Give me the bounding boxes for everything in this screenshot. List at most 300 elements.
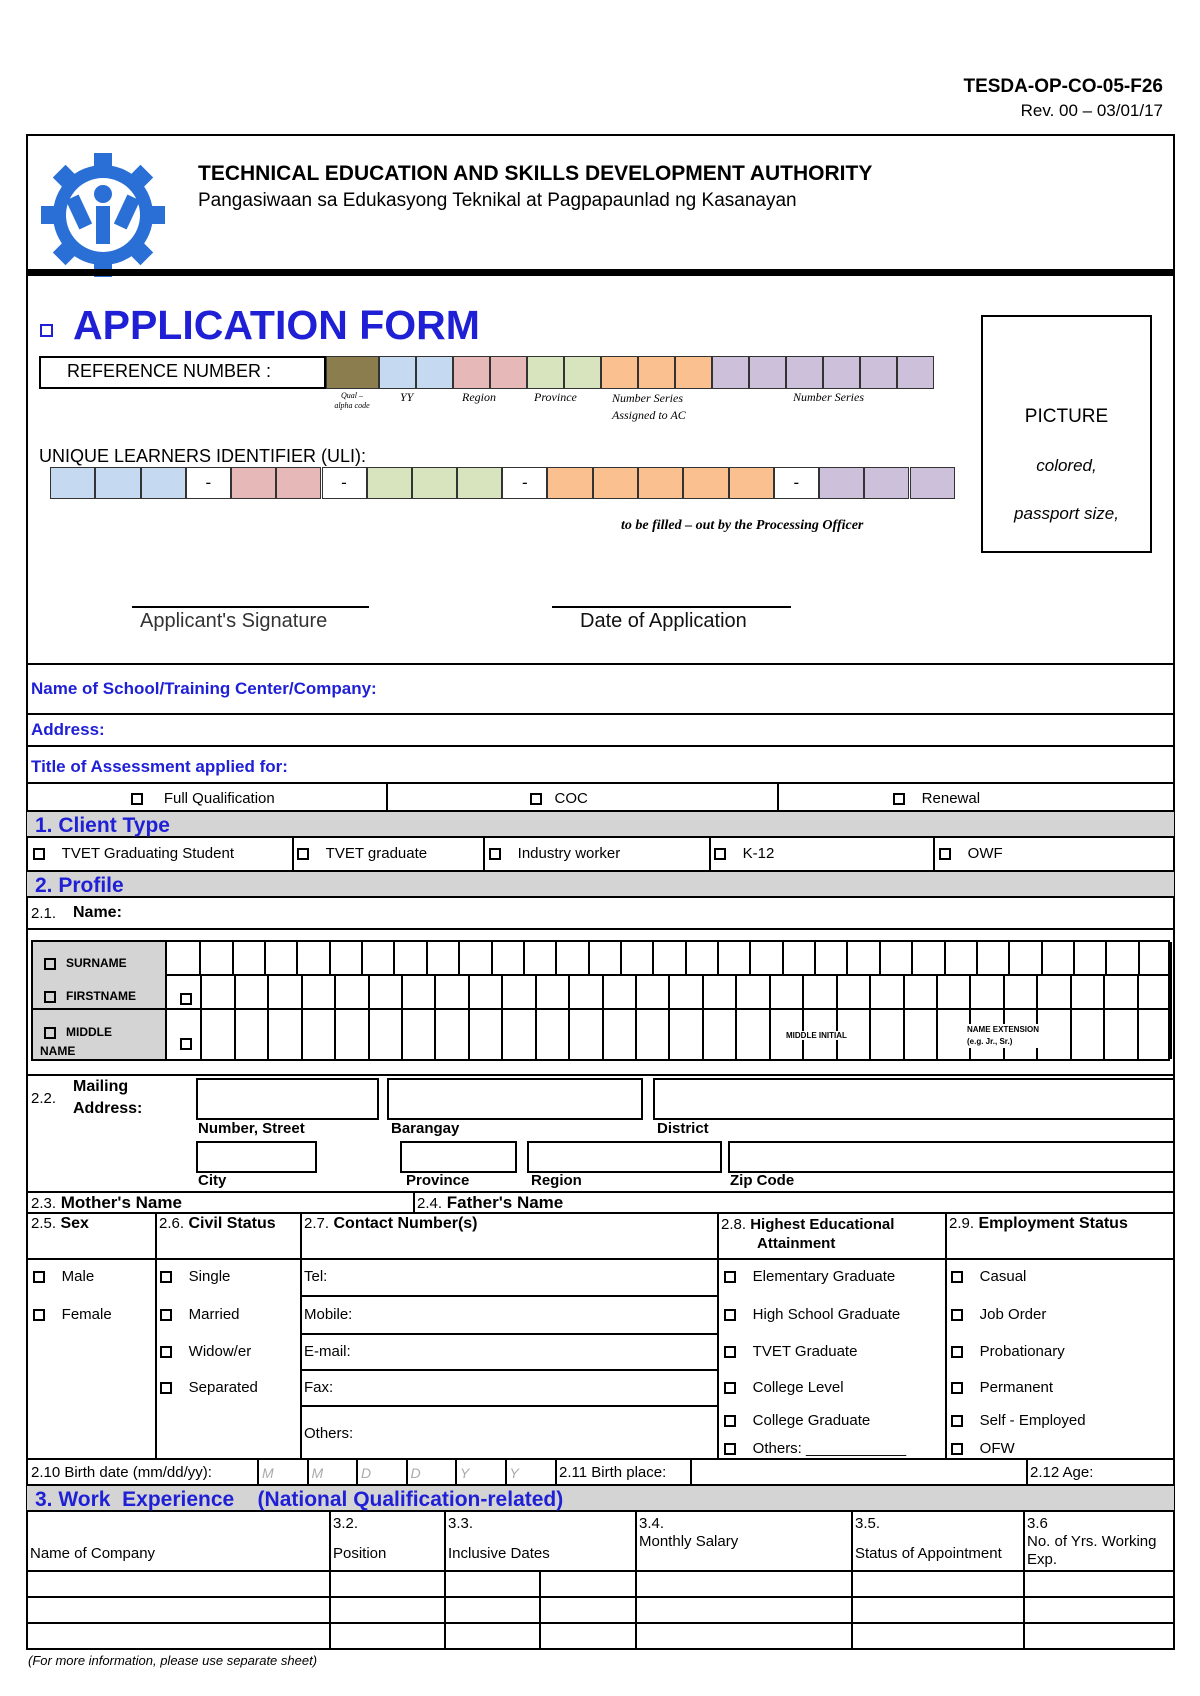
ref-caption-region: Region	[462, 390, 496, 404]
rule	[1170, 975, 1172, 1009]
uli-cell[interactable]	[547, 467, 592, 499]
rule	[26, 1622, 1175, 1624]
fax-field[interactable]: Fax:	[304, 1379, 334, 1396]
reference-cell[interactable]	[786, 356, 823, 389]
rule	[685, 942, 687, 975]
rule	[368, 975, 370, 1009]
rule	[361, 942, 363, 975]
checkbox[interactable]	[724, 1382, 736, 1394]
checkbox[interactable]	[489, 848, 501, 860]
reference-cell[interactable]	[453, 356, 490, 389]
education-3[interactable]	[724, 1379, 844, 1396]
rule	[936, 975, 938, 1009]
rule	[568, 975, 570, 1009]
father-label: Father's Name	[446, 1193, 564, 1212]
rule	[1138, 942, 1140, 975]
education-label: Highest Educational	[750, 1216, 895, 1233]
rule	[588, 942, 590, 975]
father-number: 2.4.	[417, 1195, 443, 1212]
name-label: Name:	[73, 904, 122, 921]
rule	[26, 663, 1175, 665]
date-line	[552, 606, 791, 608]
mailing-label-2: Address:	[73, 1100, 143, 1117]
uli-label: UNIQUE LEARNERS IDENTIFIER (ULI):	[39, 446, 367, 466]
employment-2[interactable]	[951, 1343, 1065, 1360]
rule	[1170, 942, 1172, 975]
rule	[777, 782, 779, 810]
middlename-label: MIDDLE	[66, 1025, 113, 1039]
rule	[1041, 942, 1043, 975]
rule	[735, 1009, 737, 1059]
rule	[1170, 1009, 1172, 1059]
city-label: City	[198, 1172, 227, 1189]
reference-label: REFERENCE NUMBER :	[67, 361, 272, 381]
civil-header	[159, 1215, 276, 1233]
rule	[903, 975, 905, 1009]
option-label: Probationary	[979, 1343, 1065, 1360]
uli-cell[interactable]	[910, 467, 955, 499]
street-field[interactable]	[196, 1078, 379, 1120]
uli-cell[interactable]	[231, 467, 276, 499]
rule	[1137, 1009, 1139, 1059]
rule	[155, 1212, 157, 1458]
rule	[769, 1009, 771, 1059]
tesda-logo-icon	[38, 150, 168, 280]
rule	[413, 1191, 415, 1212]
rule	[300, 1212, 302, 1458]
name-extension-text: NAME EXTENSION	[967, 1025, 1040, 1034]
birthdate-label: 2.10 Birth date (mm/dd/yy):	[31, 1464, 212, 1481]
rule	[232, 942, 234, 975]
middle-initial-label: MIDDLE INITIAL	[786, 1031, 847, 1040]
option-label: Full Qualification	[163, 790, 275, 807]
title-checkbox[interactable]	[40, 324, 53, 337]
employment-0[interactable]	[951, 1268, 1026, 1285]
civil-label: Civil Status	[188, 1215, 276, 1232]
rule	[26, 1570, 1175, 1572]
tel-field[interactable]: Tel:	[304, 1268, 328, 1285]
rule	[945, 1212, 947, 1458]
checkbox[interactable]	[44, 1027, 56, 1039]
checkbox[interactable]	[724, 1309, 736, 1321]
option-label: OWF	[967, 845, 1003, 862]
option-label: Male	[61, 1268, 95, 1285]
rule	[501, 975, 503, 1009]
rule	[468, 975, 470, 1009]
checkbox[interactable]	[893, 793, 905, 805]
header-rule	[26, 269, 1175, 276]
employment-3[interactable]	[951, 1379, 1053, 1396]
rule	[1137, 975, 1139, 1009]
reference-cell[interactable]	[601, 356, 638, 389]
footer-note: (For more information, please use separate sheet)	[28, 1653, 318, 1668]
date-of-application-label: Date of Application	[580, 610, 747, 632]
rule	[393, 942, 395, 975]
uli-cell[interactable]	[367, 467, 412, 499]
education-label-2: Attainment	[757, 1235, 836, 1252]
checkbox[interactable]	[724, 1443, 736, 1455]
reference-cell[interactable]	[638, 356, 675, 389]
uli-cell[interactable]	[819, 467, 864, 499]
option-full-qualification[interactable]	[131, 790, 275, 807]
education-5[interactable]	[724, 1440, 906, 1457]
option-label: TVET Graduating Student	[61, 845, 234, 862]
others-field[interactable]: Others:	[304, 1425, 354, 1442]
rule	[267, 1009, 269, 1059]
rule	[368, 1009, 370, 1059]
option-label: Single	[188, 1268, 231, 1285]
rule	[401, 1009, 403, 1059]
processing-note: to be filled – out by the Processing Officer	[621, 518, 864, 533]
option-label: Female	[61, 1306, 112, 1323]
checkbox[interactable]	[530, 793, 542, 805]
rule	[635, 1512, 637, 1650]
uli-cell[interactable]	[864, 467, 909, 499]
rule	[406, 1458, 408, 1484]
reference-cell[interactable]	[564, 356, 601, 389]
province-field[interactable]	[400, 1141, 517, 1173]
birthplace-label: 2.11 Birth place:	[559, 1464, 667, 1481]
checkbox[interactable]	[33, 1271, 45, 1283]
rule	[836, 975, 838, 1009]
rule	[434, 1009, 436, 1059]
form-title: APPLICATION FORM	[73, 302, 480, 348]
checkbox[interactable]	[724, 1271, 736, 1283]
rule	[501, 1009, 503, 1059]
rule	[200, 975, 202, 1009]
rule	[846, 942, 848, 975]
rule	[26, 928, 1175, 930]
work-col-label: Position	[333, 1545, 387, 1562]
uli-cell[interactable]	[276, 467, 321, 499]
client-type-heading: 1. Client Type	[27, 810, 1174, 838]
rule	[300, 1369, 718, 1371]
birthdate-cell[interactable]: M	[262, 1465, 274, 1481]
option-label: Self - Employed	[979, 1412, 1086, 1429]
birthdate-cell[interactable]: D	[361, 1465, 372, 1481]
civil-0[interactable]	[160, 1268, 230, 1285]
email-field[interactable]: E-mail:	[304, 1343, 351, 1360]
client-industry-worker[interactable]	[489, 845, 620, 862]
checkbox[interactable]	[160, 1382, 172, 1394]
firstname-row[interactable]	[44, 989, 136, 1003]
birthdate-cell[interactable]: D	[410, 1465, 421, 1481]
rule	[1103, 1009, 1105, 1059]
checkbox[interactable]	[160, 1271, 172, 1283]
barangay-field[interactable]	[387, 1078, 643, 1120]
rule	[199, 942, 201, 975]
rule	[483, 838, 485, 870]
civil-number: 2.6.	[159, 1215, 185, 1232]
civil-3[interactable]	[160, 1379, 258, 1396]
sex-female[interactable]	[33, 1306, 112, 1323]
option-label: Renewal	[921, 790, 981, 807]
rule	[26, 1258, 1175, 1260]
rule	[307, 1458, 309, 1484]
work-col-label: Name of Company	[30, 1545, 156, 1562]
reference-cell[interactable]	[490, 356, 527, 389]
uli-separator: -	[502, 467, 547, 499]
option-label: Industry worker	[517, 845, 621, 862]
name-extension-example: (e.g. Jr., Sr.)	[967, 1037, 1013, 1046]
uli-cell[interactable]	[412, 467, 457, 499]
rule	[568, 1009, 570, 1059]
rule	[936, 1009, 938, 1059]
rule	[300, 1405, 718, 1407]
uli-cell[interactable]	[141, 467, 186, 499]
rule	[505, 1458, 507, 1484]
contact-header	[304, 1215, 478, 1233]
rule	[602, 975, 604, 1009]
middlename-label-2: NAME	[40, 1044, 76, 1058]
rule	[1026, 1458, 1028, 1484]
ref-caption-qual: Qual – alpha code	[334, 391, 370, 410]
rule	[602, 1009, 604, 1059]
work-col-label: Inclusive Dates	[448, 1545, 550, 1562]
birthdate-cell[interactable]: Y	[460, 1465, 470, 1481]
rule	[296, 942, 298, 975]
reference-cell[interactable]	[675, 356, 712, 389]
sex-number: 2.5.	[31, 1215, 57, 1232]
education-0[interactable]	[724, 1268, 895, 1285]
rule	[1070, 975, 1072, 1009]
rule	[301, 975, 303, 1009]
rule	[426, 942, 428, 975]
rule	[26, 1596, 1175, 1598]
checkbox[interactable]	[951, 1415, 963, 1427]
rule	[620, 942, 622, 975]
rule	[329, 1512, 331, 1650]
checkbox[interactable]	[724, 1346, 736, 1358]
option-label: Others: ____________	[752, 1440, 907, 1457]
education-1[interactable]	[724, 1306, 900, 1323]
mobile-field[interactable]: Mobile:	[304, 1306, 353, 1323]
reference-cell[interactable]	[749, 356, 786, 389]
sex-header	[31, 1215, 89, 1233]
firstname-ext-checkbox[interactable]	[180, 990, 192, 1008]
rule	[976, 942, 978, 975]
civil-2[interactable]	[160, 1343, 251, 1360]
option-label: Elementary Graduate	[752, 1268, 896, 1285]
middlename-ext-checkbox[interactable]	[180, 1035, 192, 1053]
zip-field[interactable]	[728, 1141, 1175, 1173]
mother-label: Mother's Name	[60, 1193, 182, 1212]
rule	[969, 975, 971, 1009]
option-label: TVET graduate	[325, 845, 428, 862]
uli-separator: -	[322, 467, 367, 499]
father-name-field[interactable]	[417, 1193, 563, 1213]
reference-cell[interactable]	[712, 356, 749, 389]
option-label: TVET Graduate	[752, 1343, 858, 1360]
work-col-number: 3.6	[1027, 1515, 1048, 1532]
rule	[1105, 942, 1107, 975]
sex-male[interactable]	[33, 1268, 94, 1285]
rule	[911, 942, 913, 975]
surname-row[interactable]	[44, 956, 127, 970]
rule	[535, 975, 537, 1009]
uli-cell[interactable]	[95, 467, 140, 499]
rule	[292, 838, 294, 870]
reference-cell[interactable]	[416, 356, 453, 389]
region-label: Region	[531, 1172, 582, 1189]
rule	[717, 942, 719, 975]
rule	[1023, 1512, 1025, 1650]
uli-separator: -	[774, 467, 819, 499]
work-col-label: No. of Yrs. Working Exp.	[1027, 1533, 1157, 1568]
rule	[1070, 1009, 1072, 1059]
uli-cell[interactable]	[593, 467, 638, 499]
birthdate-cell[interactable]: Y	[509, 1465, 519, 1481]
ref-caption-yy: YY	[400, 390, 414, 404]
option-renewal[interactable]	[893, 790, 980, 807]
rule	[1008, 942, 1010, 975]
checkbox[interactable]	[160, 1346, 172, 1358]
assessment-title-label: Title of Assessment applied for:	[31, 757, 288, 776]
civil-1[interactable]	[160, 1306, 240, 1323]
rule	[944, 942, 946, 975]
rule	[933, 838, 935, 870]
rule	[300, 1295, 718, 1297]
reference-cell[interactable]	[823, 356, 860, 389]
education-number: 2.8.	[721, 1216, 747, 1233]
rule	[434, 975, 436, 1009]
sex-label: Sex	[60, 1215, 89, 1232]
rule	[535, 1009, 537, 1059]
rule	[334, 1009, 336, 1059]
uli-cell[interactable]	[729, 467, 774, 499]
education-header	[721, 1215, 894, 1253]
street-label: Number, Street	[198, 1120, 305, 1137]
ref-caption-series-ac: Number Series Assigned to AC	[612, 391, 686, 422]
rule	[702, 975, 704, 1009]
work-heading: 3. Work Experience (National Qualification-related)	[27, 1484, 1174, 1512]
profile-heading: 2. Profile	[27, 870, 1174, 898]
district-field[interactable]	[653, 1078, 1175, 1120]
picture-title: PICTURE	[1024, 406, 1109, 427]
rule	[709, 838, 711, 870]
employment-1[interactable]	[951, 1306, 1046, 1323]
checkbox[interactable]	[297, 848, 309, 860]
name-extension-label	[967, 1024, 1039, 1048]
work-col-label: Monthly Salary	[639, 1533, 739, 1550]
option-label: College Graduate	[752, 1412, 871, 1429]
checkbox[interactable]	[951, 1443, 963, 1455]
reference-cell[interactable]	[897, 356, 934, 389]
work-col-number: 3.4.	[639, 1515, 665, 1532]
checkbox[interactable]	[951, 1271, 963, 1283]
employment-number: 2.9.	[949, 1215, 975, 1232]
employment-5[interactable]	[951, 1440, 1015, 1457]
firstname-label: FIRSTNAME	[66, 989, 137, 1003]
rule	[401, 975, 403, 1009]
employment-4[interactable]	[951, 1412, 1086, 1429]
uli-cell[interactable]	[50, 467, 95, 499]
rule	[869, 975, 871, 1009]
client-tvet-graduate[interactable]	[297, 845, 427, 862]
rule	[851, 1512, 853, 1650]
rule	[1003, 975, 1005, 1009]
region-field[interactable]	[527, 1141, 722, 1173]
rule	[523, 942, 525, 975]
uli-cell[interactable]	[638, 467, 683, 499]
rule	[668, 975, 670, 1009]
checkbox[interactable]	[951, 1346, 963, 1358]
client-k12[interactable]	[714, 845, 774, 862]
rule	[903, 1009, 905, 1059]
client-tvet-graduating[interactable]	[33, 845, 234, 862]
district-label: District	[657, 1120, 709, 1137]
rule	[668, 1009, 670, 1059]
uli-cell[interactable]	[683, 467, 728, 499]
education-2[interactable]	[724, 1343, 857, 1360]
rule	[334, 975, 336, 1009]
client-owf[interactable]	[939, 845, 1003, 862]
rule	[879, 942, 881, 975]
mailing-label-1: Mailing	[73, 1078, 129, 1095]
checkbox[interactable]	[724, 1415, 736, 1427]
rule	[749, 942, 751, 975]
rule	[329, 942, 331, 975]
checkbox[interactable]	[714, 848, 726, 860]
option-label: K-12	[742, 845, 775, 862]
rule	[300, 1333, 718, 1335]
option-label: OFW	[979, 1440, 1015, 1457]
uli-cell[interactable]	[457, 467, 502, 499]
checkbox[interactable]	[160, 1309, 172, 1321]
reference-cell[interactable]	[527, 356, 564, 389]
checkbox[interactable]	[33, 1309, 45, 1321]
age-label: 2.12 Age:	[1030, 1464, 1094, 1481]
rule	[802, 975, 804, 1009]
checkbox[interactable]	[33, 848, 45, 860]
option-label: Job Order	[979, 1306, 1047, 1323]
surname-label: SURNAME	[66, 956, 127, 970]
revision: Rev. 00 – 03/01/17	[1020, 101, 1163, 120]
checkbox[interactable]	[939, 848, 951, 860]
rule	[735, 975, 737, 1009]
option-label: College Level	[752, 1379, 844, 1396]
checkbox[interactable]	[951, 1382, 963, 1394]
reference-cell[interactable]	[379, 356, 416, 389]
employment-header	[949, 1215, 1128, 1233]
option-coc[interactable]	[530, 790, 588, 807]
name-number: 2.1.	[31, 905, 57, 922]
work-col-label: Status of Appointment	[855, 1545, 1002, 1562]
rule	[301, 1009, 303, 1059]
checkbox[interactable]	[951, 1309, 963, 1321]
middlename-row[interactable]	[44, 1024, 112, 1041]
reference-cell[interactable]	[326, 356, 379, 389]
city-field[interactable]	[196, 1141, 317, 1173]
checkbox[interactable]	[44, 991, 56, 1003]
mother-name-field[interactable]	[31, 1193, 182, 1213]
rule	[356, 1458, 358, 1484]
rule	[635, 1009, 637, 1059]
signature-line	[132, 606, 369, 608]
barangay-label: Barangay	[391, 1120, 460, 1137]
rule	[1073, 942, 1075, 975]
education-4[interactable]	[724, 1412, 870, 1429]
rule	[702, 1009, 704, 1059]
rule	[267, 975, 269, 1009]
reference-cell[interactable]	[860, 356, 897, 389]
rule	[26, 745, 1175, 747]
birthdate-cell[interactable]: M	[311, 1465, 324, 1481]
work-col-number: 3.3.	[448, 1515, 474, 1532]
checkbox[interactable]	[131, 793, 143, 805]
rule	[782, 942, 784, 975]
checkbox[interactable]	[44, 958, 56, 970]
